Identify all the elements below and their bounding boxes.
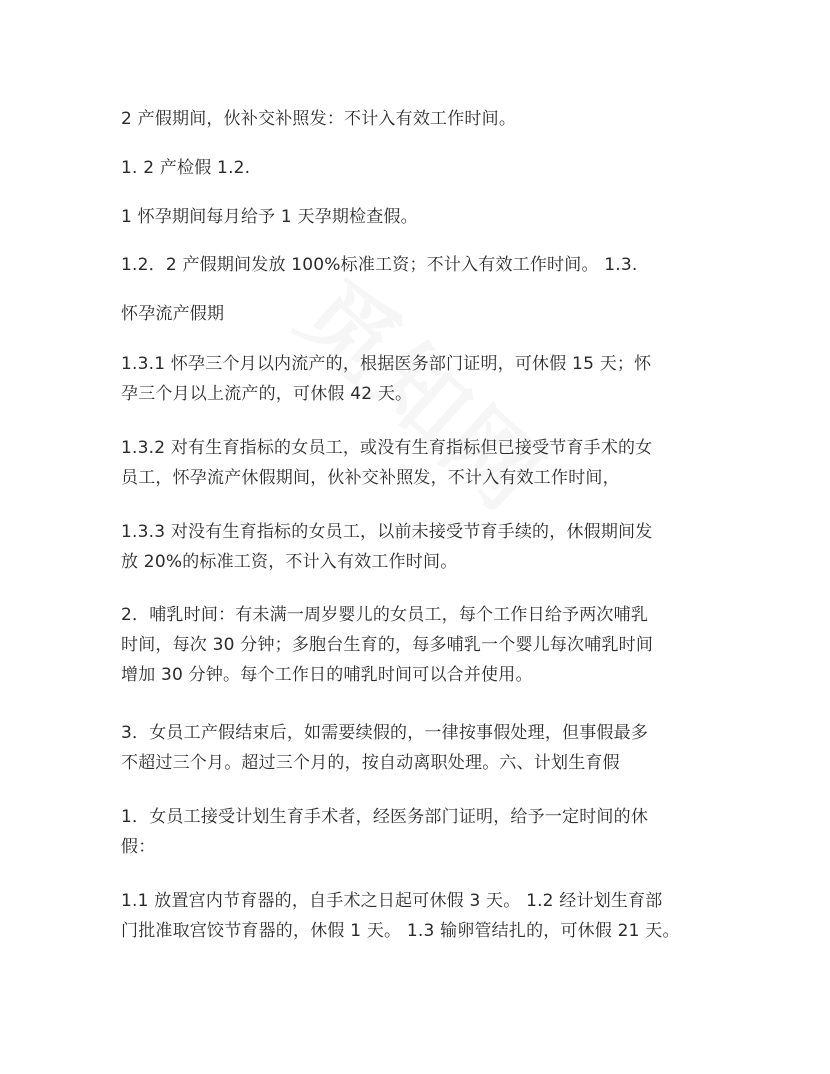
text-line: 2．哺乳时间：有未满一周岁婴儿的女员工，每个工作日给予两次哺乳: [121, 605, 649, 625]
text-line: 放 20%的标准工资，不计入有效工作时间。: [121, 552, 458, 572]
text-line: 不超过三个月。超过三个月的，按自动离职处理。六、计划生育假: [121, 753, 620, 773]
text-line: 怀孕流产假期: [121, 304, 225, 324]
text-line: 1.3.3 对没有生育指标的女员工，以前未接受节育手续的，休假期间发: [121, 522, 653, 542]
text-line: 1．女员工接受计划生育手术者，经医务部门证明，给予一定时间的休: [121, 807, 649, 827]
text-line: 3．女员工产假结束后，如需要续假的，一律按事假处理，但事假最多: [121, 723, 649, 743]
paragraph: [121, 349, 721, 409]
text-line: 增加 30 分钟。每个工作日的哺乳时间可以合并使用。: [121, 665, 533, 685]
paragraph: [121, 600, 721, 690]
paragraph: [121, 202, 721, 232]
text-line: 时间，每次 30 分钟；多胞台生育的，每多哺乳一个婴儿每次哺乳时间: [121, 635, 654, 655]
text-line: 1.2．2 产假期间发放 100%标准工资；不计入有效工作时间。 1.3.: [121, 255, 638, 275]
paragraph: [121, 718, 721, 778]
text-line: 员工，怀孕流产休假期间，伙补交补照发，不计入有效工作时间，: [121, 468, 620, 488]
paragraph: [121, 517, 721, 577]
paragraph: [121, 153, 721, 183]
paragraph: [121, 433, 721, 493]
paragraph: [121, 299, 721, 329]
paragraph: [121, 886, 721, 946]
text-line: 2 产假期间，伙补交补照发：不计入有效工作时间。: [121, 109, 517, 129]
text-line: 1.3.2 对有生育指标的女员工，或没有生育指标但已接受节育手术的女: [121, 438, 653, 458]
text-line: 1. 2 产检假 1.2.: [121, 158, 251, 178]
paragraph: [121, 104, 721, 134]
paragraph: [121, 802, 721, 862]
text-line: 门批准取宫饺节育器的，休假 1 天。 1.3 输卵管结扎的，可休假 21 天。: [121, 921, 680, 941]
text-line: 孕三个月以上流产的，可休假 42 天。: [121, 384, 413, 404]
text-line: 1.3.1 怀孕三个月以内流产的，根据医务部门证明，可休假 15 天；怀: [121, 354, 652, 374]
text-line: 假：: [121, 837, 156, 857]
text-line: 1 怀孕期间每月给予 1 天孕期检查假。: [121, 207, 418, 227]
paragraph: [121, 250, 721, 280]
text-line: 1.1 放置宫内节育器的，自手术之日起可休假 3 天。 1.2 经计划生育部: [121, 891, 663, 911]
